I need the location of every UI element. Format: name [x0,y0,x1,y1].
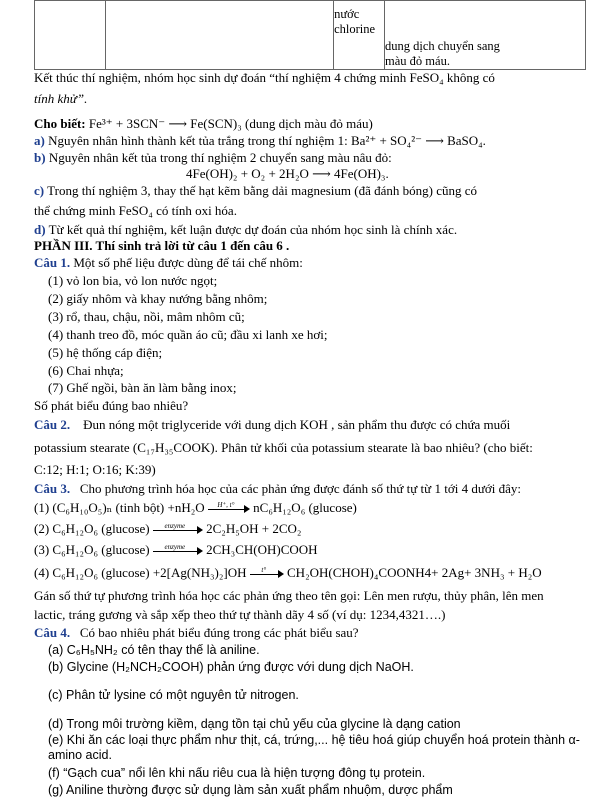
question-4 [34,625,359,641]
reaction-arrow-icon [153,543,203,556]
question-2 [34,417,510,433]
statement-item: (b) Glycine (H₂NCH₂COOH) phản ứng được với dung dịch NaOH. [48,660,414,674]
equation-2 [34,521,301,537]
statement-c-cont: thể chứng minh FeSO₄ có tính oxi hóa. [34,203,237,218]
arrow-condition: enzyme [164,522,186,531]
cho-biet-label: Cho biết: [34,116,86,131]
question-1 [34,255,303,271]
question-2-line: potassium stearate (C₁₇H₃₅COOK). Phân tử khối của potassium stearate là bao nhiêu? (cho biết: [34,440,533,455]
list-item: (3) rổ, thau, chậu, nồi, mâm nhôm cũ; [48,309,245,324]
list-item: (7) Ghế ngồi, bàn ăn làm bằng inox; [48,380,237,395]
statement-text: Nguyên nhân kết tủa trong thí nghiệm 2 chuyển sang màu nâu đỏ: [48,150,392,165]
list-item: (5) hệ thống cáp điện; [48,345,163,360]
equation-left: (4) C₆H₁₂O₆ (glucose) +2[Ag(NH₃)₂]OH [34,565,247,580]
statement-item: (g) Aniline thường được sử dụng làm sản xuất phẩm nhuộm, dược phẩm [48,783,453,797]
statement-key: a) [34,133,45,148]
question-label: Câu 1. [34,255,71,270]
paragraph-line: Kết thúc thí nghiệm, nhóm học sinh dự đoán “thí nghiệm 4 chứng minh FeSO₄ không có [34,70,495,85]
table-cell-text: màu đỏ máu. [385,54,450,68]
statement-key: b) [34,150,46,165]
experiment-table-fragment [34,0,586,70]
equation-right: 2CH₃CH(OH)COOH [206,542,318,557]
statement-text: Trong thí nghiệm 3, thay thế hạt kẽm bằng dải magnesium (đã đánh bóng) cũng có [47,183,478,198]
statement-item: (d) Trong môi trường kiềm, dạng tồn tại chủ yếu của glycine là dạng cation [48,717,461,731]
question-footer: Số phát biểu đúng bao nhiêu? [34,398,189,413]
table-cell [334,1,385,70]
list-item: (6) Chai nhựa; [48,363,124,378]
equation-1 [34,500,357,516]
equation-left: (1) (C₆H₁₀O₅)ₙ (tinh bột) +nH₂O [34,500,205,515]
statement-item: (c) Phân tử lysine có một nguyên tử nitrogen. [48,688,299,702]
arrow-condition: H⁺, t° [217,501,235,510]
equation-right: 2C₂H₅OH + 2CO₂ [206,521,302,536]
statement-b [34,150,392,166]
reaction-arrow-icon [250,566,284,579]
statement-c [34,183,477,199]
table-cell [35,1,106,70]
statement-a [34,133,486,149]
part-heading: PHẦN III. Thí sinh trả lời từ câu 1 đến câu 6 . [34,238,290,253]
question-2-line: C:12; H:1; O:16; K:39) [34,462,156,477]
equation-4 [34,565,542,581]
question-text: Có bao nhiêu phát biểu đúng trong các phát biểu sau? [79,625,359,640]
question-label: Câu 4. [34,625,71,640]
paragraph-line: lactic, tráng gương và sắp xếp theo thứ tự thành dãy 4 số (ví dụ: 1234,4321….) [34,607,446,622]
arrow-condition: t° [261,566,267,575]
table-cell-text: dung dịch chuyển sang [385,39,500,53]
equation-right: nC₆H₁₂O₆ (glucose) [253,500,357,515]
table-cell [385,1,586,70]
equation-3 [34,542,318,558]
cho-biet-line [34,116,373,132]
statement-item: (a) C₆H₅NH₂ có tên thay thế là aniline. [48,643,260,657]
reaction-arrow-icon [208,501,250,514]
table-cell-text: chlorine [334,22,376,36]
list-item: (4) thanh treo đồ, móc quần áo cũ; đầu xi lanh xe hơi; [48,327,328,342]
statement-item: (e) Khi ăn các loại thực phẩm như thịt, cá, trứng,... hệ tiêu hoá giúp chuyển hoá protein thành α- [48,733,580,747]
paragraph-line: Gán số thứ tự phương trình hóa học các phản ứng theo tên gọi: Lên men rượu, thủy phân, lên men [34,588,544,603]
arrow-condition: enzyme [164,543,186,552]
question-text: Cho phương trình hóa học của các phản ứng được đánh số thứ tự từ 1 tới 4 dưới đây: [79,481,521,496]
statement-key: c) [34,183,45,198]
statement-item: amino acid. [48,748,112,762]
equation-left: (2) C₆H₁₂O₆ (glucose) [34,521,150,536]
question-3 [34,481,521,497]
table-cell [105,1,334,70]
statement-d [34,222,457,238]
equation-right: CH₂OH(CHOH)₄COONH4+ 2Ag+ 3NH₃ + H₂O [287,565,542,580]
statement-key: d) [34,222,46,237]
statement-text: Nguyên nhân hình thành kết tủa trắng trong thí nghiệm 1: Ba²⁺ + SO₄²⁻ ⟶ BaSO₄. [48,133,486,148]
statement-b-equation: 4Fe(OH)₂ + O₂ + 2H₂O ⟶ 4Fe(OH)₃. [186,166,389,181]
reaction-arrow-icon [153,522,203,535]
statement-item: (f) “Gạch cua” nổi lên khi nấu riêu cua là hiện tượng đông tụ protein. [48,766,426,780]
statement-text: Từ kết quả thí nghiệm, kết luận được dự đoán của nhóm học sinh là chính xác. [48,222,458,237]
question-label: Câu 2. [34,417,71,432]
cho-biet-equation: Fe³⁺ + 3SCN⁻ ⟶ Fe(SCN)₃ (dung dịch màu đỏ máu) [88,116,373,131]
question-text: Đun nóng một triglyceride với dung dịch KOH , sản phẩm thu được có chứa muối [83,417,511,432]
table-cell-text: nước [334,7,360,21]
equation-left: (3) C₆H₁₂O₆ (glucose) [34,542,150,557]
paragraph-line: tính khử”. [34,91,88,106]
question-label: Câu 3. [34,481,71,496]
list-item: (2) giấy nhôm và khay nướng bằng nhôm; [48,291,268,306]
list-item: (1) vỏ lon bia, vỏ lon nước ngọt; [48,273,218,288]
question-text: Một số phế liệu được dùng để tái chế nhôm: [73,255,303,270]
